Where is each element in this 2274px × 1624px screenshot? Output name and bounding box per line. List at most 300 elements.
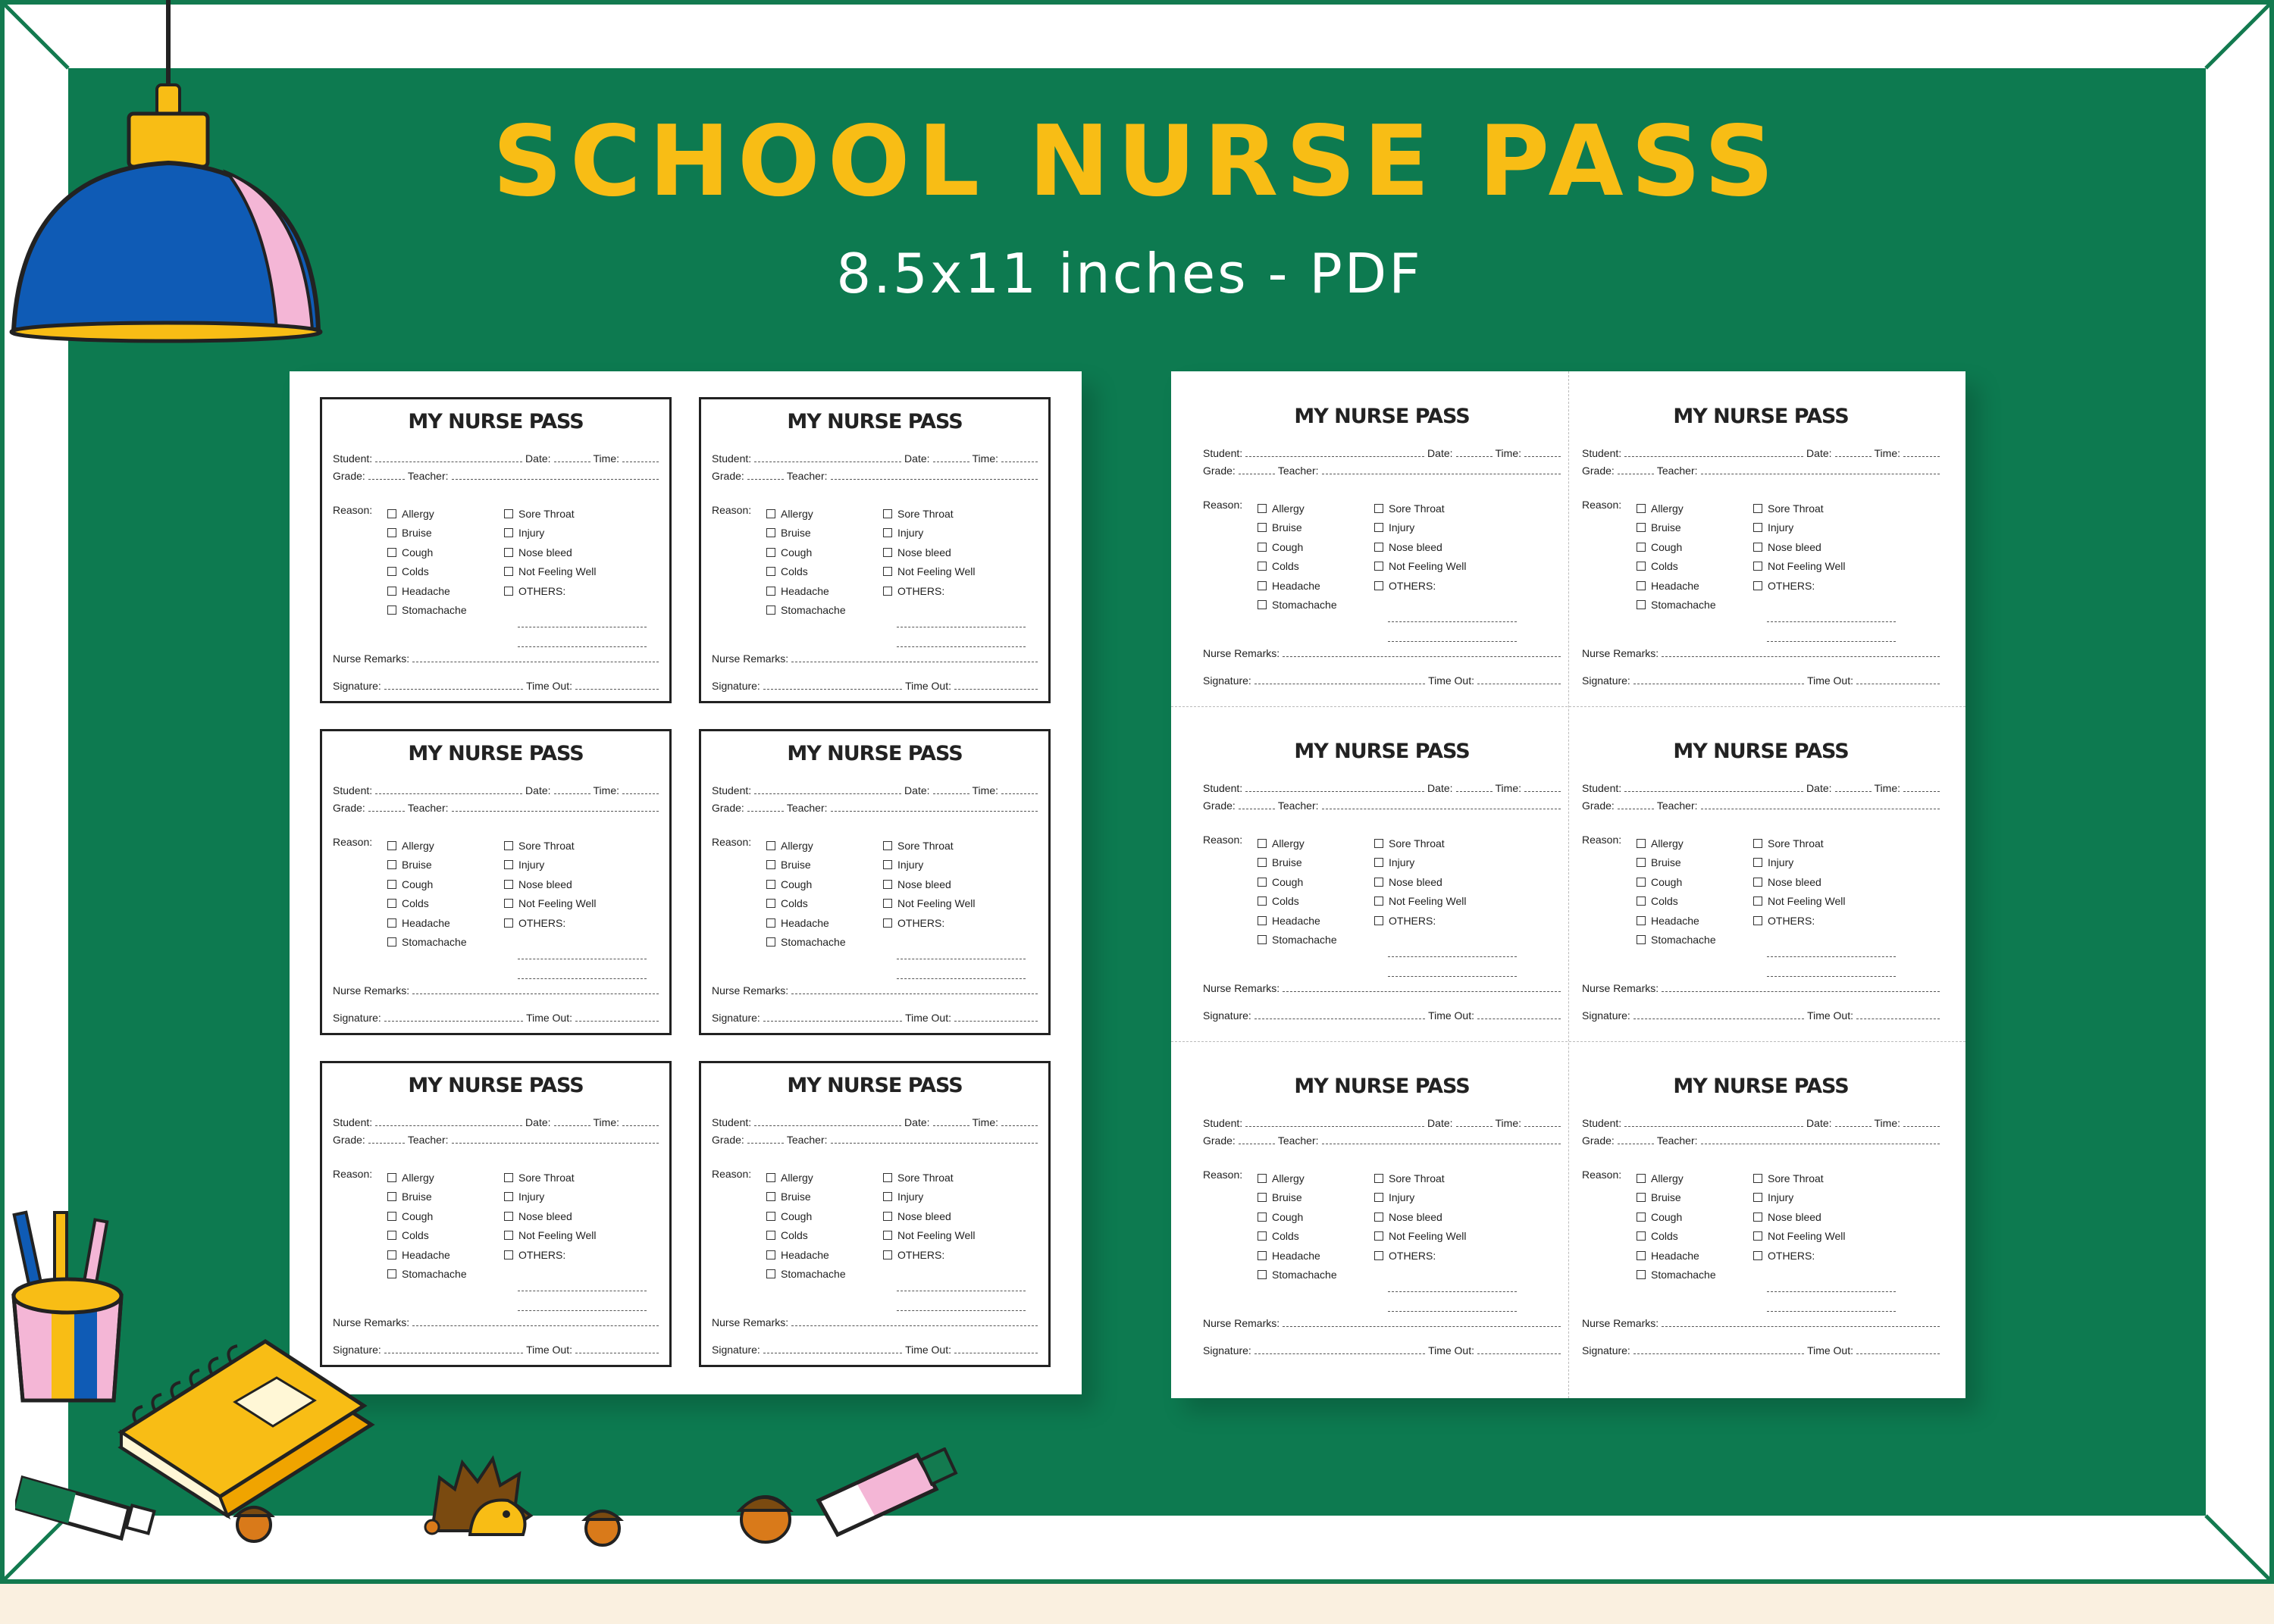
- checkbox[interactable]: [387, 841, 396, 850]
- checkbox[interactable]: [883, 1250, 892, 1259]
- reason-option[interactable]: [387, 504, 467, 524]
- reason-option[interactable]: [504, 562, 596, 582]
- reason-option[interactable]: [504, 894, 596, 914]
- checkbox[interactable]: [387, 880, 396, 889]
- reason-option[interactable]: [1258, 1227, 1337, 1247]
- reason-option[interactable]: [883, 913, 975, 933]
- checkbox[interactable]: [766, 1250, 775, 1259]
- checkbox[interactable]: [1637, 896, 1646, 906]
- reason-option[interactable]: [766, 543, 846, 562]
- checkbox[interactable]: [504, 899, 513, 908]
- checkbox[interactable]: [387, 1173, 396, 1182]
- reason-option[interactable]: [1637, 1188, 1716, 1208]
- checkbox[interactable]: [883, 1173, 892, 1182]
- reasons-column-1: [1637, 499, 1716, 615]
- checkbox[interactable]: [1637, 1213, 1646, 1222]
- checkbox[interactable]: [883, 528, 892, 537]
- reason-option[interactable]: [883, 1206, 975, 1226]
- reason-option[interactable]: [504, 836, 596, 856]
- reason-option[interactable]: [1753, 1169, 1845, 1188]
- checkbox[interactable]: [387, 899, 396, 908]
- reason-option[interactable]: [387, 524, 467, 543]
- checkbox[interactable]: [883, 509, 892, 518]
- checkbox[interactable]: [1753, 1174, 1762, 1183]
- reason-option[interactable]: [387, 894, 467, 914]
- checkbox[interactable]: [1258, 858, 1267, 867]
- checkbox[interactable]: [1374, 916, 1383, 925]
- reason-option[interactable]: [504, 1245, 596, 1265]
- checkbox[interactable]: [387, 509, 396, 518]
- reason-option[interactable]: [1258, 892, 1337, 912]
- checkbox[interactable]: [766, 605, 775, 615]
- reason-option[interactable]: [1258, 576, 1337, 596]
- checkbox[interactable]: [766, 918, 775, 928]
- checkbox[interactable]: [504, 548, 513, 557]
- reason-option[interactable]: [504, 1187, 596, 1207]
- reason-option[interactable]: [883, 1226, 975, 1246]
- reason-option[interactable]: [1258, 596, 1337, 615]
- reason-option[interactable]: [387, 1187, 467, 1207]
- checkbox[interactable]: [883, 899, 892, 908]
- reason-option[interactable]: [1637, 499, 1716, 518]
- reason-option[interactable]: [1374, 1227, 1466, 1247]
- reason-option-label: Not Feeling Well: [1389, 895, 1467, 908]
- student-line: [754, 1118, 901, 1126]
- checkbox[interactable]: [1374, 523, 1383, 532]
- student-line: [754, 454, 901, 462]
- reason-option[interactable]: [1258, 1188, 1337, 1208]
- checkbox[interactable]: [387, 567, 396, 576]
- reason-option[interactable]: [1753, 911, 1845, 931]
- reason-option[interactable]: [766, 1168, 846, 1187]
- checkbox[interactable]: [1637, 504, 1646, 513]
- reason-option[interactable]: [883, 543, 975, 562]
- checkbox[interactable]: [1753, 916, 1762, 925]
- signature-label: Signature:: [1203, 674, 1251, 687]
- checkbox[interactable]: [1258, 1251, 1267, 1260]
- checkbox[interactable]: [1258, 504, 1267, 513]
- reason-option-label: Injury: [1389, 856, 1415, 869]
- checkbox[interactable]: [1753, 878, 1762, 887]
- checkbox[interactable]: [1637, 543, 1646, 552]
- reason-option[interactable]: [766, 913, 846, 933]
- checkbox[interactable]: [504, 1212, 513, 1221]
- checkbox[interactable]: [1258, 600, 1267, 609]
- checkbox[interactable]: [504, 1173, 513, 1182]
- reason-option[interactable]: [766, 581, 846, 601]
- checkbox[interactable]: [1258, 1270, 1267, 1279]
- checkbox[interactable]: [1258, 1213, 1267, 1222]
- student-label: Student:: [333, 452, 373, 465]
- reason-option[interactable]: [883, 1187, 975, 1207]
- time-label: Time:: [1874, 782, 1900, 794]
- checkbox[interactable]: [1258, 916, 1267, 925]
- checkbox[interactable]: [1637, 1231, 1646, 1241]
- reason-option[interactable]: [766, 836, 846, 856]
- reason-option[interactable]: [504, 1206, 596, 1226]
- reason-option[interactable]: [766, 504, 846, 524]
- checkbox[interactable]: [387, 1231, 396, 1240]
- reason-option[interactable]: [1753, 499, 1845, 518]
- reason-option[interactable]: [883, 504, 975, 524]
- checkbox[interactable]: [504, 587, 513, 596]
- reason-option[interactable]: [1258, 557, 1337, 577]
- checkbox[interactable]: [504, 509, 513, 518]
- checkbox[interactable]: [1258, 1231, 1267, 1241]
- reason-option[interactable]: [1753, 1227, 1845, 1247]
- reason-option[interactable]: [1753, 1188, 1845, 1208]
- reason-option[interactable]: [387, 1168, 467, 1187]
- checkbox[interactable]: [1753, 504, 1762, 513]
- checkbox[interactable]: [504, 860, 513, 869]
- checkbox[interactable]: [387, 1250, 396, 1259]
- reason-option[interactable]: [1374, 892, 1466, 912]
- checkbox[interactable]: [1374, 896, 1383, 906]
- checkbox[interactable]: [1637, 1270, 1646, 1279]
- reason-option[interactable]: [766, 1226, 846, 1246]
- remarks-line: [412, 1318, 659, 1326]
- reason-option[interactable]: [1637, 853, 1716, 873]
- reason-option[interactable]: [883, 1168, 975, 1187]
- checkbox[interactable]: [387, 860, 396, 869]
- reason-option[interactable]: [883, 894, 975, 914]
- checkbox[interactable]: [387, 1269, 396, 1278]
- reason-option[interactable]: [1637, 1169, 1716, 1188]
- checkbox[interactable]: [1753, 581, 1762, 590]
- reason-option-label: Injury: [897, 1191, 924, 1203]
- checkbox[interactable]: [1258, 562, 1267, 571]
- checkbox[interactable]: [1374, 1213, 1383, 1222]
- checkbox[interactable]: [1637, 858, 1646, 867]
- checkbox[interactable]: [504, 918, 513, 928]
- reasons-column-2: [1374, 834, 1466, 931]
- reason-option[interactable]: [1374, 834, 1466, 853]
- checkbox[interactable]: [883, 918, 892, 928]
- checkbox[interactable]: [1258, 839, 1267, 848]
- reason-option[interactable]: [1637, 557, 1716, 577]
- checkbox[interactable]: [1637, 935, 1646, 944]
- reason-option[interactable]: [766, 562, 846, 582]
- reason-option[interactable]: [1258, 1207, 1337, 1227]
- reason-option[interactable]: [1637, 1266, 1716, 1285]
- reason-option[interactable]: [1753, 892, 1845, 912]
- checkbox[interactable]: [1258, 543, 1267, 552]
- reason-option[interactable]: [883, 856, 975, 875]
- checkbox[interactable]: [1258, 581, 1267, 590]
- checkbox[interactable]: [883, 567, 892, 576]
- nurse-pass-card: [1192, 729, 1571, 1047]
- checkbox[interactable]: [1753, 839, 1762, 848]
- reason-option-label: Not Feeling Well: [518, 1229, 597, 1242]
- reason-option[interactable]: [1374, 557, 1466, 577]
- checkbox[interactable]: [1258, 935, 1267, 944]
- reason-option[interactable]: [387, 1245, 467, 1265]
- reason-option[interactable]: [1258, 1266, 1337, 1285]
- checkbox[interactable]: [1374, 878, 1383, 887]
- checkbox[interactable]: [1258, 1193, 1267, 1202]
- reason-option[interactable]: [1753, 576, 1845, 596]
- reason-option[interactable]: [1637, 911, 1716, 931]
- reason-option[interactable]: [1753, 1246, 1845, 1266]
- checkbox[interactable]: [1753, 1231, 1762, 1241]
- grade-line: [368, 471, 405, 480]
- checkbox[interactable]: [766, 587, 775, 596]
- reason-option[interactable]: [387, 875, 467, 894]
- checkbox[interactable]: [883, 841, 892, 850]
- checkbox[interactable]: [1637, 839, 1646, 848]
- reason-option[interactable]: [1374, 853, 1466, 873]
- reason-option[interactable]: [1374, 1246, 1466, 1266]
- reason-option[interactable]: [387, 562, 467, 582]
- reason-option[interactable]: [1374, 499, 1466, 518]
- reason-option[interactable]: [1637, 931, 1716, 950]
- checkbox[interactable]: [504, 841, 513, 850]
- checkbox[interactable]: [1637, 878, 1646, 887]
- checkbox[interactable]: [1258, 896, 1267, 906]
- reason-option[interactable]: [1258, 537, 1337, 557]
- reason-option[interactable]: [1753, 1207, 1845, 1227]
- checkbox[interactable]: [766, 1173, 775, 1182]
- reason-option[interactable]: [1637, 537, 1716, 557]
- reason-option[interactable]: [387, 581, 467, 601]
- reason-option[interactable]: [1753, 537, 1845, 557]
- checkbox[interactable]: [1374, 858, 1383, 867]
- reason-option[interactable]: [387, 1226, 467, 1246]
- reason-option[interactable]: [1753, 853, 1845, 873]
- reason-option[interactable]: [766, 601, 846, 621]
- reason-option[interactable]: [1637, 1246, 1716, 1266]
- reason-option-label: OTHERS:: [1389, 1249, 1436, 1262]
- checkbox[interactable]: [766, 880, 775, 889]
- checkbox[interactable]: [1753, 1251, 1762, 1260]
- reason-option-label: Not Feeling Well: [518, 565, 597, 578]
- reason-option[interactable]: [766, 856, 846, 875]
- reason-option[interactable]: [504, 913, 596, 933]
- checkbox[interactable]: [1753, 523, 1762, 532]
- checkbox[interactable]: [1753, 896, 1762, 906]
- reason-option-label: Allergy: [781, 839, 813, 852]
- reason-option[interactable]: [1374, 518, 1466, 538]
- checkbox[interactable]: [1258, 878, 1267, 887]
- reason-option[interactable]: [1637, 576, 1716, 596]
- checkbox[interactable]: [504, 1250, 513, 1259]
- reason-option[interactable]: [883, 875, 975, 894]
- reasons-column-1: [766, 836, 846, 952]
- checkbox[interactable]: [766, 548, 775, 557]
- checkbox[interactable]: [1637, 1174, 1646, 1183]
- reason-option[interactable]: [1374, 537, 1466, 557]
- reason-option[interactable]: [1258, 499, 1337, 518]
- checkbox[interactable]: [766, 937, 775, 947]
- reason-option[interactable]: [1258, 911, 1337, 931]
- reason-option[interactable]: [1258, 834, 1337, 853]
- reason-option[interactable]: [504, 875, 596, 894]
- reason-option[interactable]: [766, 1206, 846, 1226]
- reason-option[interactable]: [1637, 518, 1716, 538]
- checkbox[interactable]: [1637, 562, 1646, 571]
- reason-option[interactable]: [766, 933, 846, 953]
- reason-option[interactable]: [766, 1265, 846, 1284]
- checkbox[interactable]: [1374, 1193, 1383, 1202]
- checkbox[interactable]: [1374, 562, 1383, 571]
- reason-option[interactable]: [1637, 834, 1716, 853]
- reason-option[interactable]: [1258, 1169, 1337, 1188]
- checkbox[interactable]: [883, 880, 892, 889]
- checkbox[interactable]: [387, 587, 396, 596]
- checkbox[interactable]: [883, 548, 892, 557]
- reason-option[interactable]: [766, 875, 846, 894]
- reason-option[interactable]: [883, 524, 975, 543]
- checkbox[interactable]: [766, 899, 775, 908]
- reason-option[interactable]: [387, 601, 467, 621]
- checkbox[interactable]: [766, 841, 775, 850]
- reason-option[interactable]: [1637, 872, 1716, 892]
- checkbox[interactable]: [1637, 600, 1646, 609]
- date-label: Date:: [1806, 1117, 1832, 1129]
- checkbox[interactable]: [1374, 581, 1383, 590]
- checkbox[interactable]: [1374, 1231, 1383, 1241]
- reason-option[interactable]: [1258, 853, 1337, 873]
- checkbox[interactable]: [1753, 562, 1762, 571]
- checkbox[interactable]: [387, 918, 396, 928]
- checkbox[interactable]: [1374, 839, 1383, 848]
- checkbox[interactable]: [766, 1269, 775, 1278]
- checkbox[interactable]: [387, 528, 396, 537]
- reason-option[interactable]: [883, 1245, 975, 1265]
- reason-option[interactable]: [1374, 872, 1466, 892]
- reason-option[interactable]: [504, 543, 596, 562]
- nurse-pass-card: [320, 1061, 672, 1367]
- reason-option[interactable]: [1374, 1169, 1466, 1188]
- checkbox[interactable]: [1374, 504, 1383, 513]
- signature-label: Signature:: [333, 1012, 381, 1024]
- reason-option[interactable]: [387, 913, 467, 933]
- reason-option[interactable]: [387, 836, 467, 856]
- time-label: Time:: [972, 784, 998, 796]
- checkbox[interactable]: [1258, 1174, 1267, 1183]
- checkbox[interactable]: [1637, 1251, 1646, 1260]
- reason-option[interactable]: [387, 933, 467, 953]
- checkbox[interactable]: [1637, 916, 1646, 925]
- reason-option[interactable]: [1374, 1207, 1466, 1227]
- reason-option-label: Bruise: [1651, 856, 1681, 869]
- checkbox[interactable]: [504, 567, 513, 576]
- reason-option[interactable]: [387, 856, 467, 875]
- reason-option[interactable]: [1637, 1207, 1716, 1227]
- reason-option[interactable]: [1374, 911, 1466, 931]
- reason-option[interactable]: [883, 836, 975, 856]
- reason-option[interactable]: [504, 504, 596, 524]
- checkbox[interactable]: [387, 1212, 396, 1221]
- reason-option[interactable]: [1374, 1188, 1466, 1208]
- time-out-line: [1477, 1346, 1561, 1354]
- checkbox[interactable]: [883, 1212, 892, 1221]
- checkbox[interactable]: [1753, 543, 1762, 552]
- reason-option[interactable]: [387, 1265, 467, 1284]
- reason-option[interactable]: [883, 581, 975, 601]
- checkbox[interactable]: [1753, 1213, 1762, 1222]
- reason-option[interactable]: [387, 543, 467, 562]
- checkbox[interactable]: [883, 587, 892, 596]
- reason-option[interactable]: [504, 581, 596, 601]
- nurse-pass-card: [320, 729, 672, 1035]
- checkbox[interactable]: [504, 528, 513, 537]
- checkbox[interactable]: [766, 528, 775, 537]
- checkbox[interactable]: [1374, 1174, 1383, 1183]
- reason-option[interactable]: [1258, 931, 1337, 950]
- checkbox[interactable]: [504, 1231, 513, 1240]
- checkbox[interactable]: [883, 860, 892, 869]
- reasons-column-1: [766, 1168, 846, 1284]
- reason-option[interactable]: [1753, 557, 1845, 577]
- reason-option[interactable]: [1753, 872, 1845, 892]
- checkbox[interactable]: [766, 1212, 775, 1221]
- checkbox[interactable]: [387, 937, 396, 947]
- checkbox[interactable]: [766, 567, 775, 576]
- checkbox[interactable]: [387, 605, 396, 615]
- reason-option[interactable]: [1258, 872, 1337, 892]
- checkbox[interactable]: [1753, 858, 1762, 867]
- checkbox[interactable]: [766, 860, 775, 869]
- reason-option[interactable]: [504, 1168, 596, 1187]
- reason-option[interactable]: [1753, 518, 1845, 538]
- date-line: [1835, 784, 1872, 792]
- checkbox[interactable]: [883, 1231, 892, 1240]
- reason-option[interactable]: [1637, 892, 1716, 912]
- reason-option[interactable]: [1637, 596, 1716, 615]
- checkbox[interactable]: [1637, 1193, 1646, 1202]
- reason-option[interactable]: [387, 1206, 467, 1226]
- time-label: Time:: [1874, 447, 1900, 459]
- checkbox[interactable]: [1637, 581, 1646, 590]
- reason-option[interactable]: [1258, 518, 1337, 538]
- reasons-column-2: [504, 1168, 596, 1265]
- checkbox[interactable]: [1374, 543, 1383, 552]
- reason-option[interactable]: [1374, 576, 1466, 596]
- remarks-label: Nurse Remarks:: [712, 984, 789, 997]
- checkbox[interactable]: [1258, 523, 1267, 532]
- signature-label: Signature:: [1203, 1009, 1251, 1022]
- checkbox[interactable]: [1374, 1251, 1383, 1260]
- checkbox[interactable]: [883, 1192, 892, 1201]
- checkbox[interactable]: [1637, 523, 1646, 532]
- reason-option-label: Stomachache: [1272, 934, 1337, 947]
- reason-option[interactable]: [766, 1245, 846, 1265]
- student-label: Student:: [1582, 782, 1622, 794]
- reason-option[interactable]: [1753, 834, 1845, 853]
- checkbox[interactable]: [504, 880, 513, 889]
- checkbox[interactable]: [387, 548, 396, 557]
- reason-option[interactable]: [504, 1226, 596, 1246]
- checkbox[interactable]: [766, 1231, 775, 1240]
- checkbox[interactable]: [387, 1192, 396, 1201]
- reason-option[interactable]: [504, 856, 596, 875]
- reason-option[interactable]: [1258, 1246, 1337, 1266]
- reason-option[interactable]: [1637, 1227, 1716, 1247]
- reason-option-label: Allergy: [1651, 1172, 1684, 1184]
- checkbox[interactable]: [766, 1192, 775, 1201]
- reason-option[interactable]: [766, 524, 846, 543]
- reason-option[interactable]: [504, 524, 596, 543]
- checkbox[interactable]: [504, 1192, 513, 1201]
- reason-option[interactable]: [766, 1187, 846, 1207]
- remarks-row: [1203, 647, 1561, 659]
- reasons-column-2: [504, 504, 596, 601]
- reason-option[interactable]: [766, 894, 846, 914]
- checkbox[interactable]: [766, 509, 775, 518]
- reason-option[interactable]: [883, 562, 975, 582]
- checkbox[interactable]: [1753, 1193, 1762, 1202]
